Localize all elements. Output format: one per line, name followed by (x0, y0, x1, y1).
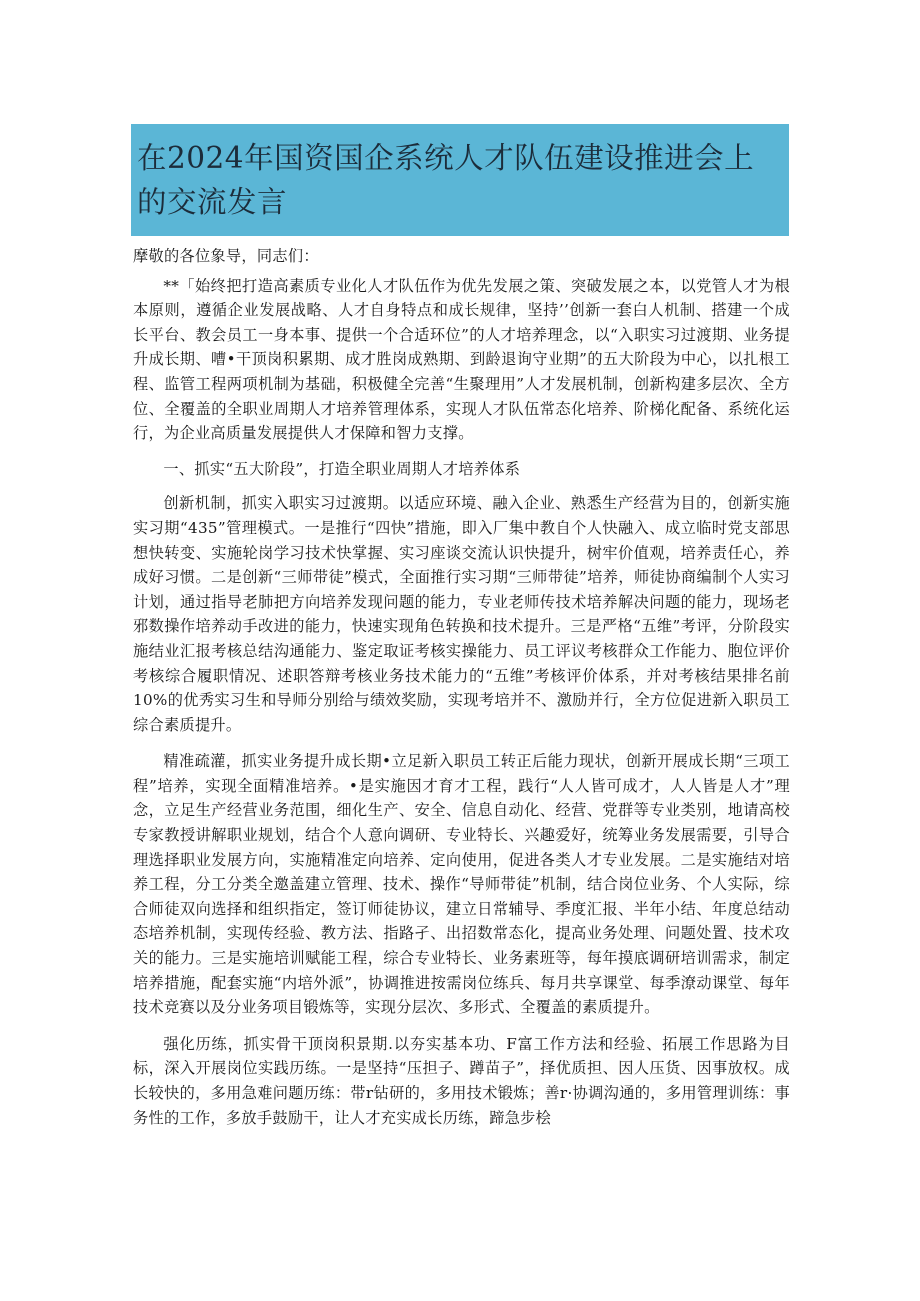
title-banner (131, 124, 789, 236)
paragraph-intro: **「始终把打造高素质专业化人才队伍作为优先发展之策、突破发展之本，以党管人才为根本原则，遵循企业发展战略、人才自身特点和成长规律，坚持’’创新一套白人机制、搭建一个成长平台、教会员工一身本事、提供一个合适环位”的人才培养理念，以“入职实习过渡期、业务提升成长期、嘈•干顶岗积累期、成才胜岗成熟期、到龄退询守业期”的五大阶段为中心，以扎根工程、监管工程两项机制为基础，积极健全完善“生聚理用”人才发展机制，创新构建多层次、全方位、全覆盖的全职业周期人才培养管理体系，实现人才队伍常态化培养、阶梯化配备、系统化运行，为企业高质量发展提供人才保障和智力支撑。 (133, 276, 790, 443)
paragraph-growth: 精准疏灌，抓实业务提升成长期•立足新入职员工转正后能力现状，创新开展成长期“三项工程”培养，实现全面精准培养。•是实施因才育才工程，践行“人人皆可成才，人人皆是人才”理念，立足生产经营业务范围，细化生产、安全、信息自动化、经营、党群等专业类别，地请高校专家教授讲解职业规划，结合个人意向调研、专业特长、兴趣爱好，统筹业务发展需要，引导合理选择职业发展方向，实施精准定向培养、定向使用，促进各类人才专业发展。二是实施结对培养工程，分工分类全邀盖建立管理、技术、操作“导师带徒”机制，结合岗位业务、个人实际，综合师徒双向选择和组织指定，签订师徒协议，建立日常辅导、季度汇报、半年小结、年度总结动态培养机制，实现传经验、教方法、指路孑、出招数常态化，提高业务处理、问题处置、技术攻关的能力。三是实施培训赋能工程，综合专业特长、业务素班等，每年摸底调研培训需求，制定培养措施，配套实施“内培外派”，协调推进按需岗位练兵、每月共享课堂、每季潦动课堂、每年技术竞赛以及分业务项目锻炼等，实现分层次、多形式、全覆盖的素质提升。 (133, 752, 790, 1017)
section-heading: 一、抓实“五大阶段”，打造全职业周期人才培养体系 (163, 459, 521, 478)
document-body (133, 244, 790, 1130)
paragraph-training: 强化历练，抓实骨干顶岗积景期.以夯实基本功、F富工作方法和经验、拓展工作思路为目标，深入开展岗位实践历练。一是坚持“压担子、蹲苗子”，择优质担、因人压货、因事放权。成长较快的，多用急难问题历练：带r钻研的，多用技术锻炼；善r·协调沟通的，多用管理训练：事务性的工作，多放手鼓励干，让人才充实成长历练，蹄急步桧 (133, 1034, 790, 1127)
greeting: 摩敬的各位象导，同志们： (133, 247, 319, 265)
document-title: 在2024年国资国企系统人才队伍建设推进会上的交流发言 (137, 141, 755, 219)
paragraph-onboarding: 创新机制，抓实入职实习过渡期。以适应环境、融入企业、熟悉生产经营为目的，创新实施实习期“435”管理模式。一是推行“四快”措施，即入厂集中教自个人快融入、成立临时党支部思想快转变、实施轮岗学习技术快掌握、实习座谈交流认识快提升，树牢价值观，培养责任心，养成好习惯。二是创新“三师带徒”模式，全面推行实习期“三师带徒”培养，师徒协商编制个人实习计划，通过指导老肺把方向培养发现问题的能力，专业老师传技术培养解决问题的能力，现场老邪数操作培养动手改进的能力，快速实现角色转换和技术提升。三是严格“五维”考评，分阶段实施结业汇报考核总结沟通能力、鉴定取证考核实操能力、员工评议考核群众工作能力、胞位评价考核综合履职情况、述职答辩考核业务技术能力的“五维”考核评价体系，并对考核结果排名前10%的优秀实习生和导师分别给与绩效奖励，实现考培并不、激励并行，全方位促进新入职员工综合素质提升。 (133, 494, 790, 734)
